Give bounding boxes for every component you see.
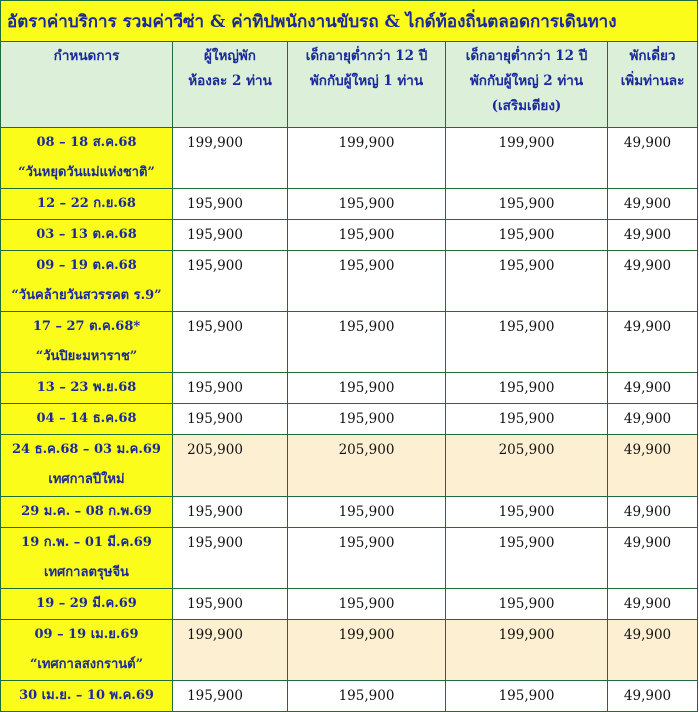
price-adult: 205,900 [173, 435, 288, 497]
table-row [1, 312, 698, 373]
header-line: ผู้ใหญ่พัก [204, 48, 256, 64]
price-child-two-adults: 199,900 [446, 620, 608, 681]
schedule-cell [1, 312, 173, 373]
header-line: เด็กอายุต่ำกว่า 12 ปี [465, 48, 588, 64]
travel-dates: 09 – 19 ต.ค.68 [36, 258, 137, 273]
header-single-supplement [608, 42, 698, 128]
schedule-cell [1, 497, 173, 528]
price-child-two-adults: 195,900 [446, 373, 608, 404]
travel-dates: 03 – 13 ต.ค.68 [36, 227, 137, 242]
header-line: ห้องละ 2 ท่าน [188, 73, 272, 89]
price-adult: 195,900 [173, 220, 288, 251]
travel-dates: 19 – 29 มี.ค.69 [36, 596, 137, 611]
schedule-cell [1, 251, 173, 312]
price-adult: 195,900 [173, 373, 288, 404]
header-child-two-adults-extra-bed [446, 42, 608, 128]
price-child-two-adults: 195,900 [446, 404, 608, 435]
price-single-supplement: 49,900 [608, 528, 698, 589]
table-row [1, 220, 698, 251]
holiday-note: “วันหยุดวันแม่แห่งชาติ” [18, 165, 155, 180]
table-row [1, 189, 698, 220]
header-schedule [1, 42, 173, 128]
price-child-two-adults: 195,900 [446, 312, 608, 373]
table-row [1, 128, 698, 189]
price-adult: 195,900 [173, 681, 288, 712]
price-single-supplement: 49,900 [608, 312, 698, 373]
table-row [1, 373, 698, 404]
holiday-note: เทศกาลตรุษจีน [44, 565, 129, 580]
price-single-supplement: 49,900 [608, 251, 698, 312]
travel-dates: 04 – 14 ธ.ค.68 [36, 411, 137, 426]
price-single-supplement: 49,900 [608, 373, 698, 404]
schedule-cell [1, 189, 173, 220]
price-child-one-adult: 205,900 [288, 435, 446, 497]
schedule-cell [1, 128, 173, 189]
table-row [1, 497, 698, 528]
price-single-supplement: 49,900 [608, 620, 698, 681]
header-adult-twin [173, 42, 288, 128]
table-row [1, 404, 698, 435]
table-row [1, 620, 698, 681]
price-child-one-adult: 195,900 [288, 220, 446, 251]
price-child-one-adult: 195,900 [288, 373, 446, 404]
header-line: พักกับผู้ใหญ่ 1 ท่าน [309, 73, 424, 89]
holiday-note: “วันปิยะมหาราช” [35, 349, 138, 364]
table-row [1, 589, 698, 620]
table-row [1, 681, 698, 712]
schedule-cell [1, 620, 173, 681]
schedule-cell [1, 589, 173, 620]
travel-dates: 13 – 23 พ.ย.68 [36, 380, 137, 395]
price-child-one-adult: 199,900 [288, 128, 446, 189]
price-adult: 199,900 [173, 620, 288, 681]
price-child-two-adults: 195,900 [446, 589, 608, 620]
price-single-supplement: 49,900 [608, 189, 698, 220]
travel-dates: 08 – 18 ส.ค.68 [36, 135, 137, 150]
schedule-cell [1, 404, 173, 435]
price-child-one-adult: 195,900 [288, 189, 446, 220]
price-child-two-adults: 195,900 [446, 189, 608, 220]
price-child-one-adult: 199,900 [288, 620, 446, 681]
price-adult: 195,900 [173, 251, 288, 312]
table-row [1, 435, 698, 497]
schedule-cell [1, 373, 173, 404]
price-child-one-adult: 195,900 [288, 312, 446, 373]
price-child-two-adults: 205,900 [446, 435, 608, 497]
price-child-two-adults: 195,900 [446, 220, 608, 251]
schedule-cell [1, 220, 173, 251]
header-line: พักเดี่ยว [629, 48, 676, 64]
travel-dates: 30 เม.ย. – 10 พ.ค.69 [19, 688, 154, 703]
travel-dates: 09 – 19 เม.ย.69 [34, 627, 139, 642]
travel-dates: 12 – 22 ก.ย.68 [37, 196, 136, 211]
header-child-one-adult [288, 42, 446, 128]
header-row [1, 42, 698, 128]
price-child-two-adults: 195,900 [446, 528, 608, 589]
header-line: พักกับผู้ใหญ่ 2 ท่าน [469, 73, 584, 89]
price-adult: 195,900 [173, 312, 288, 373]
price-child-two-adults: 199,900 [446, 128, 608, 189]
table-title: อัตราค่าบริการ รวมค่าวีซ่า & ค่าทิปพนักงานขับรถ & ไกด์ท้องถิ่นตลอดการเดินทาง [1, 1, 698, 42]
price-single-supplement: 49,900 [608, 220, 698, 251]
price-child-two-adults: 195,900 [446, 251, 608, 312]
price-child-one-adult: 195,900 [288, 528, 446, 589]
holiday-note: “วันคล้ายวันสวรรคต ร.9” [11, 288, 162, 303]
price-child-one-adult: 195,900 [288, 404, 446, 435]
price-adult: 199,900 [173, 128, 288, 189]
travel-dates: 17 – 27 ต.ค.68* [32, 319, 141, 334]
table-row [1, 251, 698, 312]
price-adult: 195,900 [173, 589, 288, 620]
price-single-supplement: 49,900 [608, 404, 698, 435]
header-line: เพิ่มท่านละ [620, 73, 685, 89]
table-row [1, 528, 698, 589]
price-single-supplement: 49,900 [608, 589, 698, 620]
holiday-note: “เทศกาลสงกรานต์” [29, 657, 144, 672]
price-adult: 195,900 [173, 189, 288, 220]
schedule-cell [1, 435, 173, 497]
price-single-supplement: 49,900 [608, 497, 698, 528]
price-child-two-adults: 195,900 [446, 681, 608, 712]
price-single-supplement: 49,900 [608, 435, 698, 497]
travel-dates: 19 ก.พ. – 01 มี.ค.69 [21, 535, 152, 550]
header-line: กำหนดการ [53, 48, 120, 64]
price-adult: 195,900 [173, 497, 288, 528]
travel-dates: 29 ม.ค. – 08 ก.พ.69 [21, 504, 152, 519]
price-child-two-adults: 195,900 [446, 497, 608, 528]
price-single-supplement: 49,900 [608, 681, 698, 712]
price-child-one-adult: 195,900 [288, 251, 446, 312]
schedule-cell [1, 681, 173, 712]
price-single-supplement: 49,900 [608, 128, 698, 189]
price-adult: 195,900 [173, 404, 288, 435]
schedule-cell [1, 528, 173, 589]
travel-dates: 24 ธ.ค.68 – 03 ม.ค.69 [12, 442, 161, 457]
price-child-one-adult: 195,900 [288, 681, 446, 712]
holiday-note: เทศกาลปีใหม่ [48, 472, 125, 487]
price-child-one-adult: 195,900 [288, 589, 446, 620]
price-adult: 195,900 [173, 528, 288, 589]
header-line: (เสริมเตียง) [491, 98, 562, 114]
price-child-one-adult: 195,900 [288, 497, 446, 528]
header-line: เด็กอายุต่ำกว่า 12 ปี [305, 48, 428, 64]
